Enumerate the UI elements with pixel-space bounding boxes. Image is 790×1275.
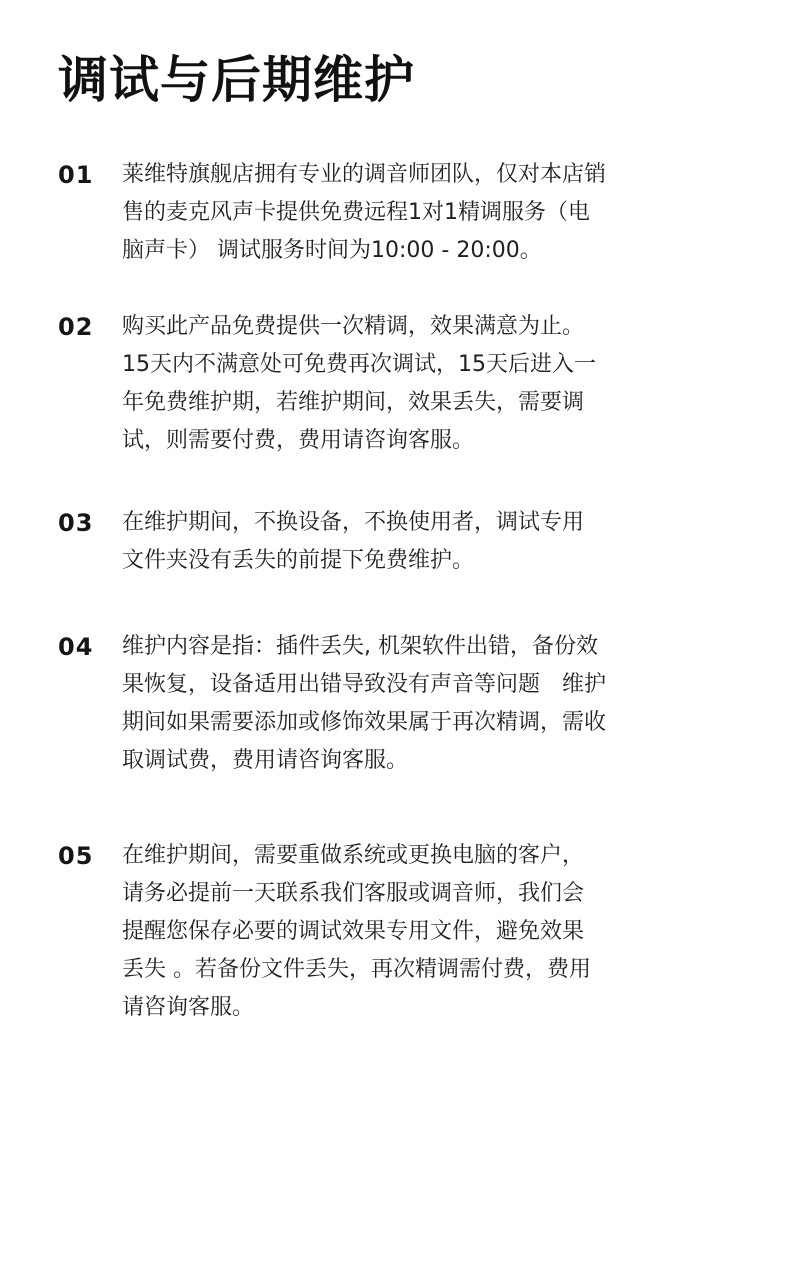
text-line: 在维护期间，需要重做系统或更换电脑的客户， — [122, 843, 585, 868]
item-text — [122, 308, 742, 460]
page-title: 调试与后期维护 — [58, 51, 415, 109]
text-line: 购买此产品免费提供一次精调，效果满意为止。 — [122, 314, 585, 339]
text-line: 售的麦克风声卡提供免费远程1对1精调服务（电 — [122, 200, 590, 225]
item-number: 04 — [58, 633, 94, 661]
item-text — [122, 837, 742, 1027]
text-line: 莱维特旗舰店拥有专业的调音师团队，仅对本店销 — [122, 162, 607, 187]
text-line: 文件夹没有丢失的前提下免费维护。 — [122, 548, 475, 573]
text-line: 在维护期间，不换设备，不换使用者，调试专用 — [122, 510, 585, 535]
text-line: 15天内不满意处可免费再次调试，15天后进入一 — [122, 352, 596, 377]
text-line: 取调试费，费用请咨询客服。 — [122, 748, 409, 773]
text-line: 期间如果需要添加或修饰效果属于再次精调，需收 — [122, 710, 607, 735]
text-line: 丢失 。若备份文件丢失，再次精调需付费，费用 — [122, 957, 591, 982]
text-line: 果恢复，设备适用出错导致没有声音等问题 维护 — [122, 672, 607, 697]
text-line: 提醒您保存必要的调试效果专用文件，避免效果 — [122, 919, 585, 944]
item-text — [122, 504, 742, 580]
item-number: 02 — [58, 313, 94, 341]
item-number: 03 — [58, 509, 94, 537]
item-text — [122, 156, 742, 270]
text-line: 试，则需要付费，费用请咨询客服。 — [122, 428, 475, 453]
text-line: 年免费维护期，若维护期间，效果丢失，需要调 — [122, 390, 585, 415]
text-line: 请务必提前一天联系我们客服或调音师，我们会 — [122, 881, 585, 906]
text-line: 维护内容是指：插件丢失, 机架软件出错，备份效 — [122, 634, 598, 659]
text-line: 请咨询客服。 — [122, 995, 255, 1020]
item-text — [122, 628, 742, 780]
item-number: 05 — [58, 842, 94, 870]
text-line: 脑声卡） 调试服务时间为10:00 - 20:00。 — [122, 238, 542, 263]
item-number: 01 — [58, 161, 94, 189]
